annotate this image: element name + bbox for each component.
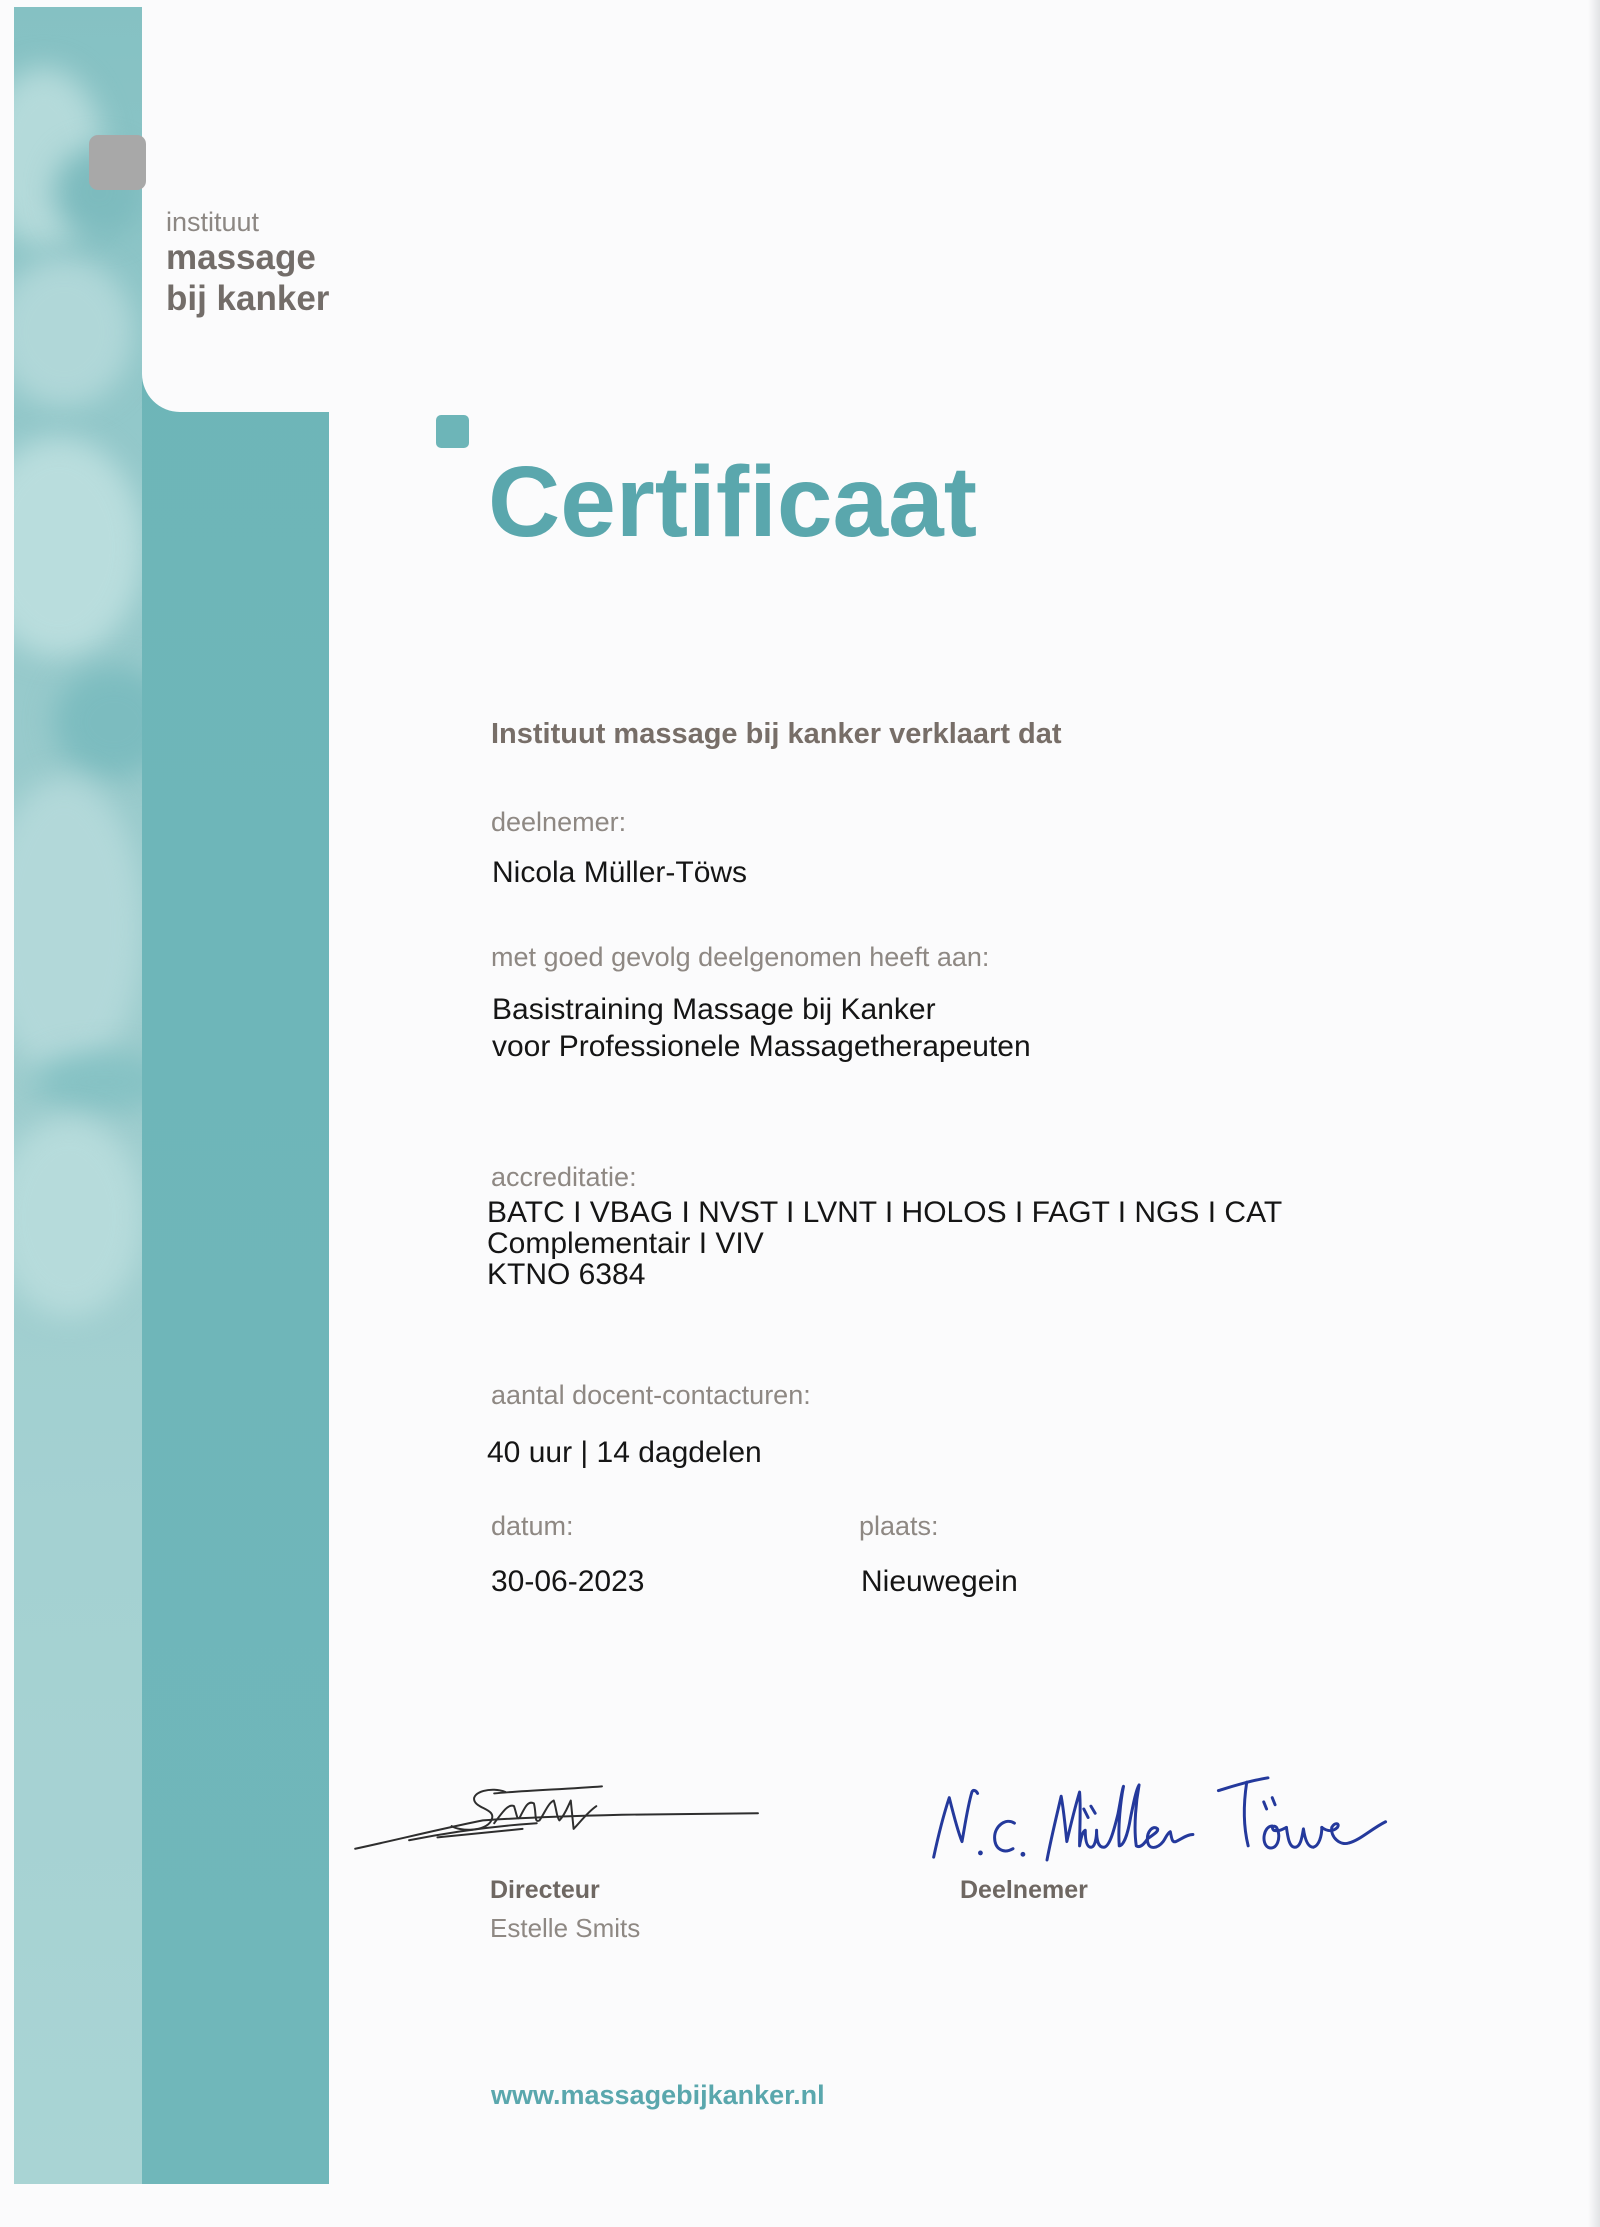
title-square-icon xyxy=(436,415,469,448)
participant-label: deelnemer: xyxy=(491,807,627,837)
hands-photo-background xyxy=(14,7,142,2184)
place-value: Nieuwegein xyxy=(861,1565,1018,1598)
accreditation-list xyxy=(487,1197,1282,1290)
certificate-title: Certificaat xyxy=(488,446,978,558)
accreditation-line: KTNO 6384 xyxy=(487,1258,646,1291)
course-label: met goed gevolg deelgenomen heeft aan: xyxy=(491,942,990,972)
accreditation-label: accreditatie: xyxy=(491,1162,637,1192)
date-value: 30-06-2023 xyxy=(491,1565,645,1598)
participant-signature xyxy=(923,1775,1392,1860)
hands-photo-shape xyxy=(14,437,142,657)
director-name: Estelle Smits xyxy=(490,1913,641,1943)
hands-photo-shape xyxy=(54,667,142,777)
scan-edge-shadow xyxy=(1588,0,1600,2227)
accreditation-line: BATC I VBAG I NVST I LVNT I HOLOS I FAGT I NGS I CAT xyxy=(487,1196,1283,1229)
director-signature xyxy=(352,1775,764,1853)
hands-photo-shape xyxy=(14,777,142,1077)
logo-square-icon xyxy=(89,135,146,190)
hands-photo-shape xyxy=(14,1117,142,1317)
participant-name: Nicola Müller-Töws xyxy=(492,856,748,889)
date-label: datum: xyxy=(491,1511,574,1541)
contact-hours-label: aantal docent-contacturen: xyxy=(491,1380,811,1410)
place-label: plaats: xyxy=(859,1511,939,1541)
logo-line-instituut: instituut xyxy=(166,207,260,237)
participant-role: Deelnemer xyxy=(960,1876,1088,1904)
intro-statement: Instituut massage bij kanker verklaart dat xyxy=(491,718,1062,750)
director-role: Directeur xyxy=(490,1876,600,1904)
logo-line-massage: massage xyxy=(166,238,316,277)
accreditation-line: Complementair I VIV xyxy=(487,1227,764,1260)
hands-photo-shape xyxy=(14,257,134,407)
logo-line-bij-kanker: bij kanker xyxy=(166,279,330,318)
website-url: www.massagebijkanker.nl xyxy=(491,2080,825,2110)
course-line: voor Professionele Massagetherapeuten xyxy=(492,1030,1031,1063)
contact-hours-value: 40 uur | 14 dagdelen xyxy=(487,1436,762,1469)
course-title xyxy=(492,991,1031,1065)
course-line: Basistraining Massage bij Kanker xyxy=(492,993,936,1026)
